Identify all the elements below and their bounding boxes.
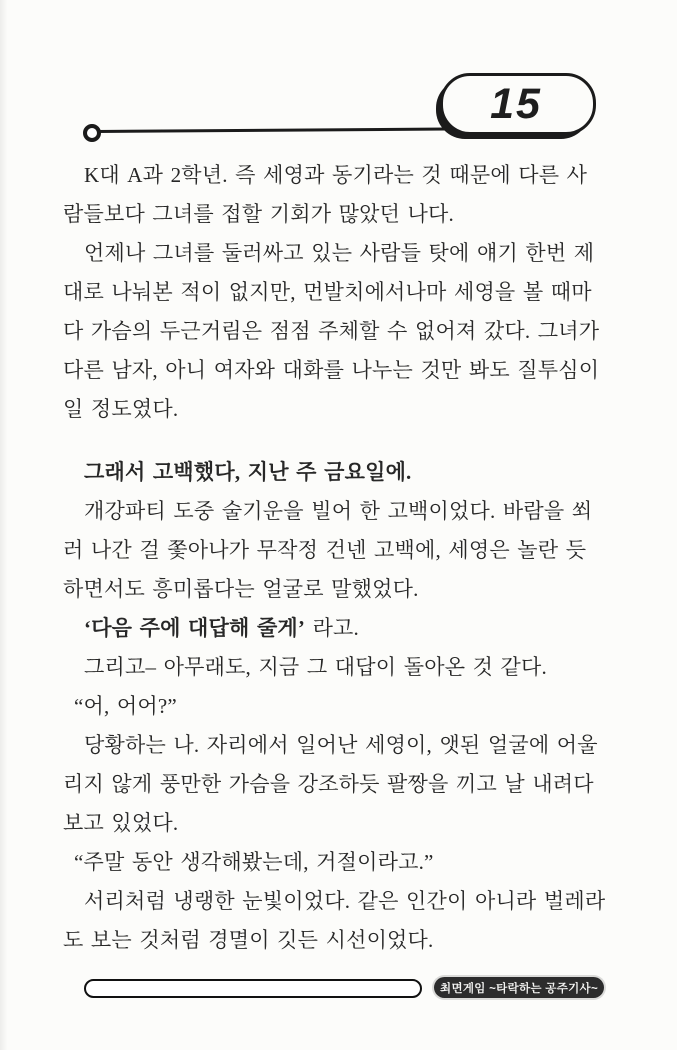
- text-line: [63, 609, 611, 648]
- header-ring-icon: [83, 124, 101, 142]
- text-segment: 보고 있었다.: [63, 811, 179, 835]
- text-line: [63, 492, 611, 531]
- text-segment: 도 보는 것처럼 경멸이 깃든 시선이었다.: [63, 928, 434, 952]
- text-line: [63, 234, 611, 273]
- text-line: [63, 570, 611, 609]
- text-line: [63, 195, 611, 234]
- text-line: [63, 765, 611, 804]
- text-segment: 다 가슴의 두근거림은 점점 주체할 수 없어져 갔다. 그녀가: [63, 319, 600, 343]
- text-segment: 서리처럼 냉랭한 눈빛이었다. 같은 인간이 아니라 벌레라: [84, 889, 606, 913]
- text-segment: 람들보다 그녀를 접할 기회가 많았던 나다.: [63, 202, 454, 226]
- text-line: [63, 687, 611, 726]
- text-segment: K대 A과 2학년. 즉 세영과 동기라는 것 때문에 다른 사: [84, 163, 588, 187]
- footer-empty-pill: [84, 979, 422, 998]
- text-line: [63, 273, 611, 312]
- text-segment: 그래서 고백했다, 지난 주 금요일에.: [84, 460, 412, 484]
- text-segment: “주말 동안 생각해봤는데, 거절이라고.”: [74, 850, 434, 874]
- text-segment: 개강파티 도중 술기운을 빌어 한 고백이었다. 바람을 쐬: [84, 499, 593, 523]
- text-segment: 일 정도였다.: [63, 397, 179, 421]
- text-line: [63, 882, 611, 921]
- page-number: 15: [490, 79, 542, 128]
- text-line: [63, 726, 611, 765]
- footer-series-label: 최면게임 ~타락하는 공주기사~: [434, 977, 604, 998]
- text-line: [63, 648, 611, 687]
- text-segment: 언제나 그녀를 둘러싸고 있는 사람들 탓에 얘기 한번 제: [84, 241, 595, 265]
- text-segment: 하면서도 흥미롭다는 얼굴로 말했었다.: [63, 577, 419, 601]
- text-line: [63, 531, 611, 570]
- header-rule: [97, 128, 447, 133]
- text-segment: 러 나간 걸 쫓아나가 무작정 건넨 고백에, 세영은 놀란 듯: [63, 538, 587, 562]
- text-line: [63, 351, 611, 390]
- text-segment: 다른 남자, 아니 여자와 대화를 나누는 것만 봐도 질투심이: [63, 358, 600, 382]
- chapter-number-badge: [440, 73, 596, 135]
- text-line: [63, 453, 611, 492]
- text-segment: 그리고– 아무래도, 지금 그 대답이 돌아온 것 같다.: [84, 655, 547, 679]
- text-line: [63, 312, 611, 351]
- text-line: [63, 390, 611, 429]
- text-segment: 리지 않게 풍만한 가슴을 강조하듯 팔짱을 끼고 날 내려다: [63, 772, 594, 796]
- text-segment: 대로 나눠본 적이 없지만, 먼발치에서나마 세영을 볼 때마: [63, 280, 592, 304]
- text-segment: “어, 어어?”: [74, 694, 177, 718]
- text-line: [63, 843, 611, 882]
- text-lines: [63, 156, 611, 960]
- text-segment: ‘다음 주에 대답해 줄게’: [84, 616, 306, 640]
- text-line: [63, 921, 611, 960]
- text-segment: 당황하는 나. 자리에서 일어난 세영이, 앳된 얼굴에 어울: [84, 733, 598, 757]
- text-line: [63, 804, 611, 843]
- text-segment: 라고.: [305, 616, 359, 640]
- text-line: [63, 156, 611, 195]
